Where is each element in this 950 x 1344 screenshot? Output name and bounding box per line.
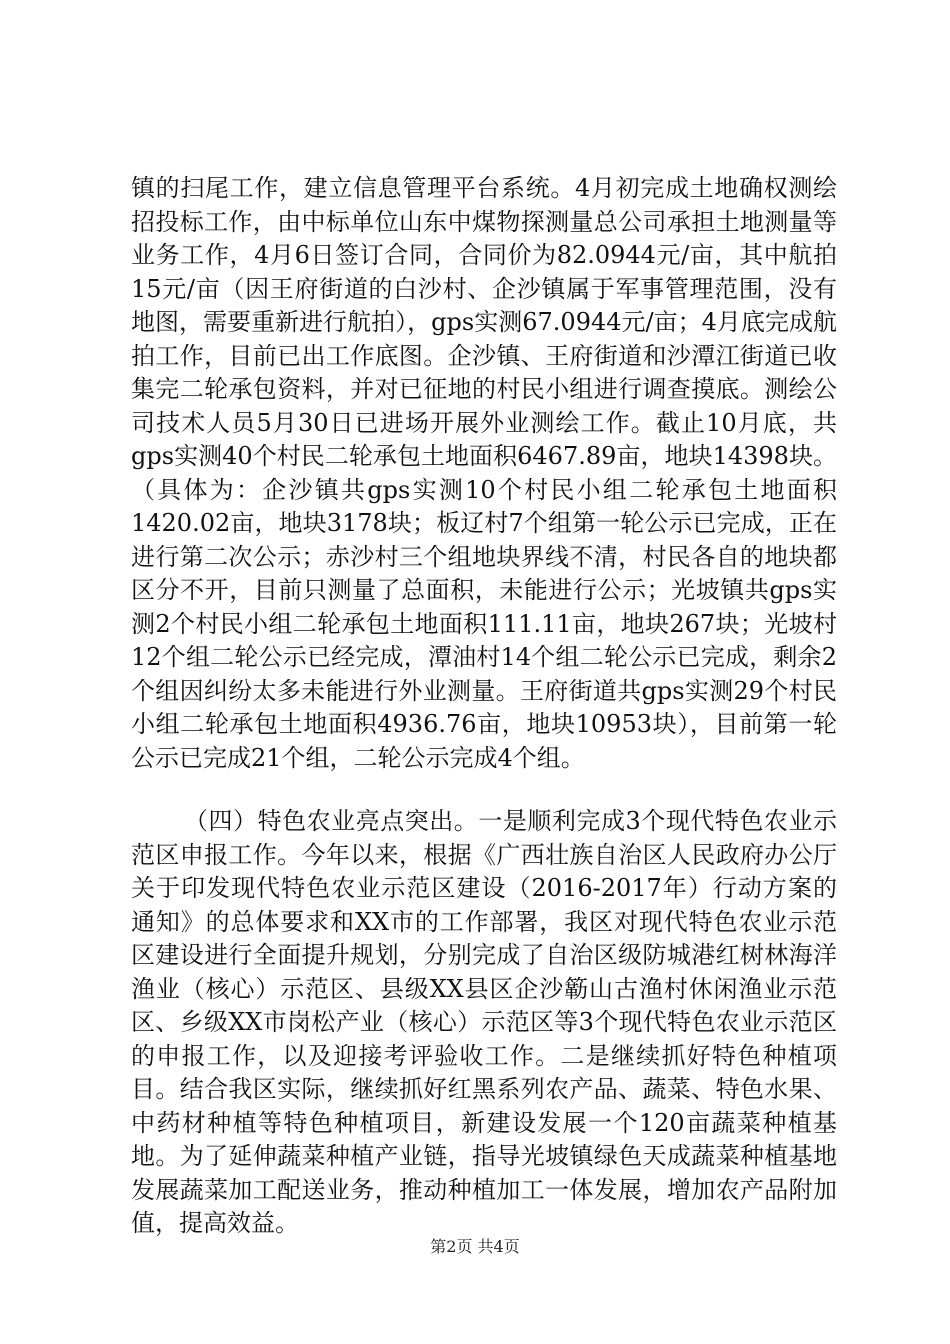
page-footer: 第2页 共4页 bbox=[430, 1237, 520, 1256]
body-paragraph-featured-agriculture: （四）特色农业亮点突出。一是顺利完成3个现代特色农业示范区申报工作。今年以来，根据《广西壮族自治区人民政府办公厅关于印发现代特色农业示范区建设（2016-2017年）行动方案的通知》的总体要求和XX市的工作部署，我区对现代特色农业示范区建设进行全面提升规划，分别完成了自治区级防城港红树林海洋渔业（核心）示范区、县级XX县区企沙簕山古渔村休闲渔业示范区、乡级XX市岗松产业（核心）示范区等3个现代特色农业示范区的申报工作，以及迎接考评验收工作。二是继续抓好特色种植项目。结合我区实际，继续抓好红黑系列农产品、蔬菜、特色水果、中药材种植等特色种植项目，新建设发展一个120亩蔬菜种植基地。为了延伸蔬菜种植产业链，指导光坡镇绿色天成蔬菜种植基地发展蔬菜加工配送业务，推动种植加工一体发展，增加农产品附加值，提高效益。 bbox=[131, 807, 837, 1237]
body-paragraph-land-survey: 镇的扫尾工作，建立信息管理平台系统。4月初完成土地确权测绘招投标工作，由中标单位山东中煤物探测量总公司承担土地测量等业务工作，4月6日签订合同，合同价为82.0944元/亩，其中航拍15元/亩（因王府街道的白沙村、企沙镇属于军事管理范围，没有地图，需要重新进行航拍），gps实测67.0944元/亩；4月底完成航拍工作，目前已出工作底图。企沙镇、王府街道和沙潭江街道已收集完二轮承包资料，并对已征地的村民小组进行调查摸底。测绘公司技术人员5月30日已进场开展外业测绘工作。截止10月底，共gps实测40个村民二轮承包土地面积6467.89亩，地块14398块。（具体为：企沙镇共gps实测10个村民小组二轮承包土地面积1420.02亩，地块3178块；板辽村7个组第一轮公示已完成，正在进行第二次公示；赤沙村三个组地块界线不清，村民各自的地块都区分不开，目前只测量了总面积，未能进行公示；光坡镇共gps实测2个村民小组二轮承包土地面积111.11亩，地块267块；光坡村12个组二轮公示已经完成，潭油村14个组二轮公示已完成，剩余2个组因纠纷太多未能进行外业测量。王府街道共gps实测29个村民小组二轮承包土地面积4936.76亩，地块10953块），目前第一轮公示已完成21个组，二轮公示完成4个组。 bbox=[131, 174, 837, 772]
